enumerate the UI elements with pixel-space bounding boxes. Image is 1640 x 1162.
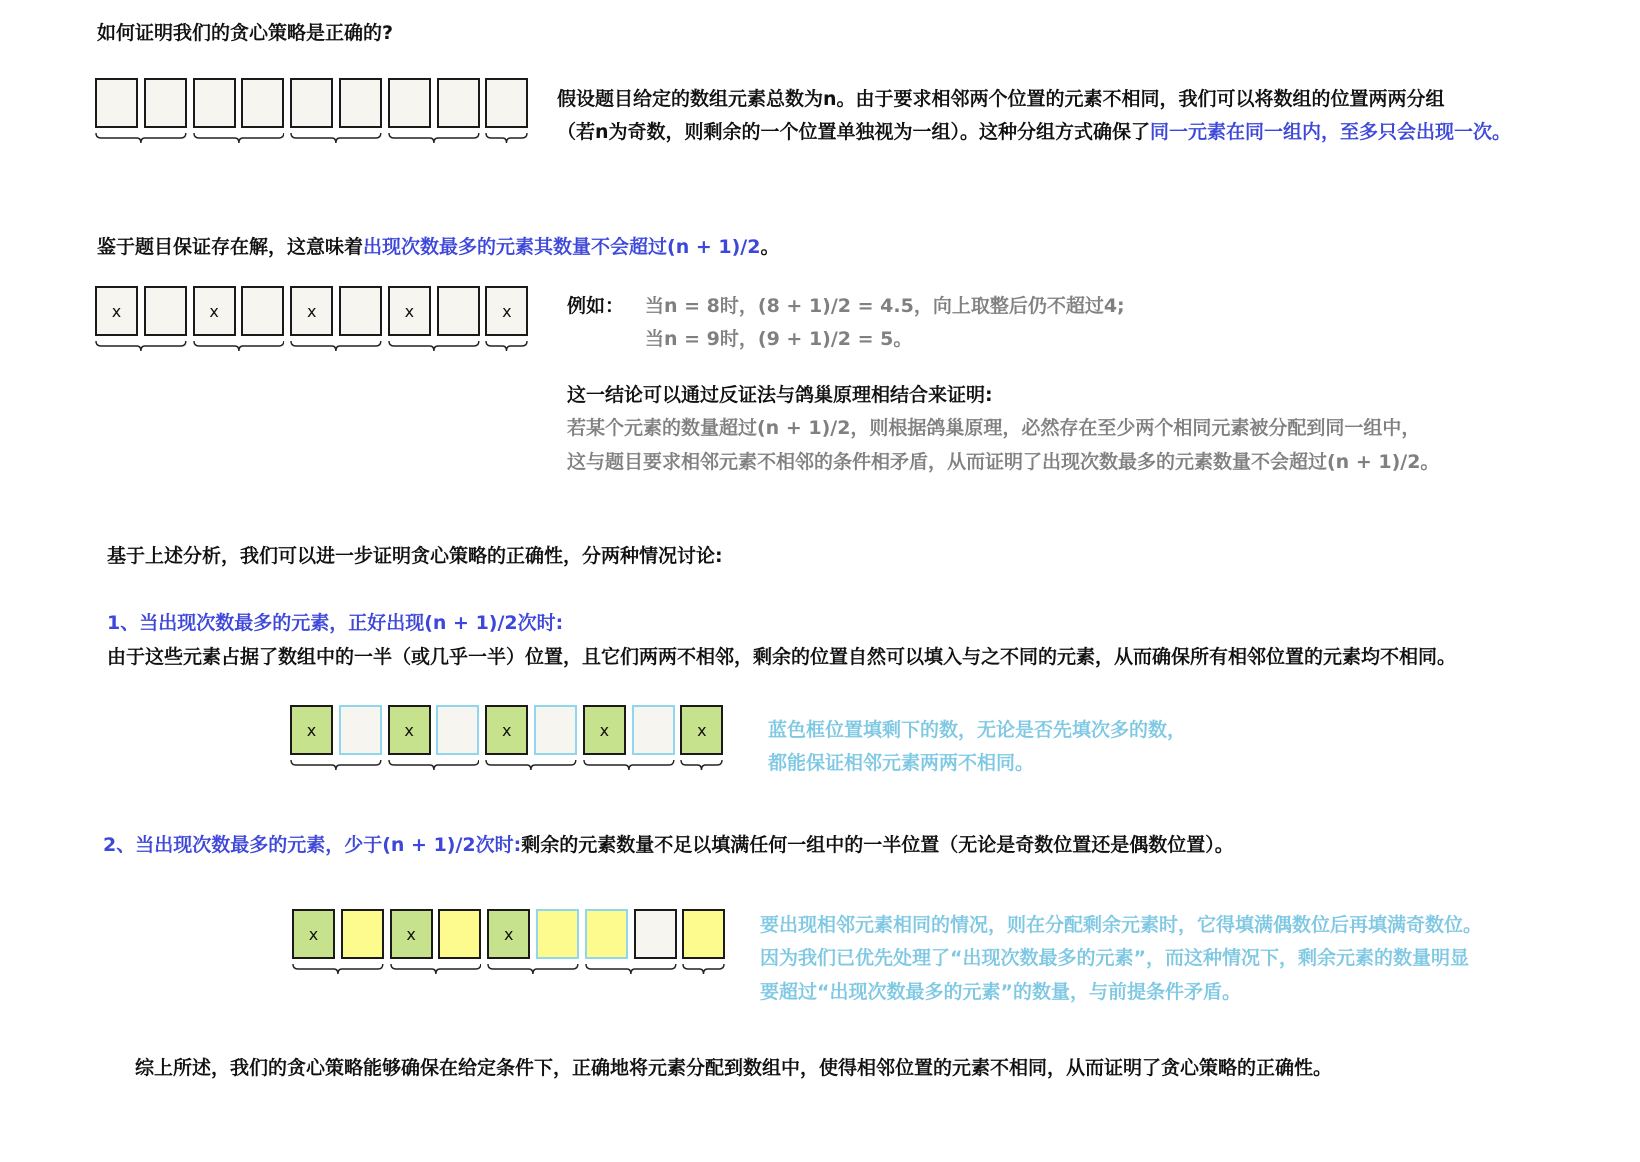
case1-note-2: 都能保证相邻元素两两不相同。 <box>768 752 1035 774</box>
group-brace-path <box>488 964 578 974</box>
group-brace <box>193 132 285 146</box>
group-brace-path <box>291 133 381 143</box>
array-cell: x <box>388 705 431 755</box>
group-brace-path <box>389 760 479 770</box>
group-brace-path <box>291 760 381 770</box>
array-cell <box>95 78 138 128</box>
group-brace <box>290 340 382 354</box>
array-cell <box>632 705 675 755</box>
group-brace <box>388 759 480 773</box>
group-brace-path <box>291 341 381 351</box>
array-cell <box>436 705 479 755</box>
case2-line <box>103 834 1234 856</box>
array-cell <box>241 286 284 336</box>
case2-body: 剩余的元素数量不足以填满任何一组中的一半位置（无论是奇数位置还是偶数位置）。 <box>521 834 1234 856</box>
case1-body: 由于这些元素占据了数组中的一半（或几乎一半）位置，且它们两两不相邻，剩余的位置自然可以填入与之不同的元素，从而确保所有相邻位置的元素均不相同。 <box>107 646 1457 668</box>
group-brace-path <box>391 964 481 974</box>
case1-note-1: 蓝色框位置填剩下的数，无论是否先填次多的数， <box>768 719 1187 741</box>
group-brace-path <box>96 341 186 351</box>
claim-highlight: 出现次数最多的元素其数量不会超过(n + 1)/2 <box>363 236 761 258</box>
group-brace <box>95 132 187 146</box>
group-brace <box>388 340 480 354</box>
proof-line-2: 这与题目要求相邻元素不相邻的条件相矛盾，从而证明了出现次数最多的元素数量不会超过(n + 1)/2。 <box>567 451 1440 473</box>
example-label: 例如： <box>567 295 625 317</box>
group-brace <box>390 963 482 977</box>
case1-heading: 1、当出现次数最多的元素，正好出现(n + 1)/2次时: <box>107 612 564 634</box>
case2-note-1: 要出现相邻元素相同的情况，则在分配剩余元素时，它得填满偶数位后再填满奇数位。 <box>760 914 1483 936</box>
array-cell <box>437 78 480 128</box>
group-brace-path <box>194 133 284 143</box>
array-cell <box>341 909 384 959</box>
array-cell: x <box>485 286 528 336</box>
array-cell: x <box>390 909 433 959</box>
claim-line <box>97 236 779 258</box>
array-cell <box>585 909 628 959</box>
array-cell: x <box>487 909 530 959</box>
array-cell <box>339 286 382 336</box>
group-brace-path <box>486 341 527 351</box>
array-cell <box>144 286 187 336</box>
array-cell: x <box>290 705 333 755</box>
array-cell <box>485 78 528 128</box>
array-cell <box>388 78 431 128</box>
group-brace-path <box>683 964 724 974</box>
array-cell: x <box>388 286 431 336</box>
group-brace <box>292 963 384 977</box>
page-title: 如何证明我们的贪心策略是正确的? <box>97 22 394 44</box>
array-cell <box>290 78 333 128</box>
array-cell <box>634 909 677 959</box>
group-brace-path <box>194 341 284 351</box>
group-brace-path <box>293 964 383 974</box>
group-brace-path <box>486 133 527 143</box>
array-cell: x <box>193 286 236 336</box>
array-cell <box>241 78 284 128</box>
array-cell <box>144 78 187 128</box>
group-brace-path <box>681 760 722 770</box>
case2-note-3: 要超过“出现次数最多的元素”的数量，与前提条件矛盾。 <box>760 981 1241 1003</box>
group-brace-path <box>584 760 674 770</box>
analysis-intro: 基于上述分析，我们可以进一步证明贪心策略的正确性，分两种情况讨论: <box>107 545 723 567</box>
group-brace <box>193 340 285 354</box>
group-brace <box>585 963 677 977</box>
group-brace <box>290 132 382 146</box>
proof-line-1: 若某个元素的数量超过(n + 1)/2，则根据鸽巢原理，必然存在至少两个相同元素被分配到同一组中， <box>567 417 1421 439</box>
intro-line-2-plain: （若n为奇数，则剩余的一个位置单独视为一组）。这种分组方式确保了 <box>557 121 1151 143</box>
group-brace <box>485 340 528 354</box>
group-brace <box>682 963 725 977</box>
array-cell <box>682 909 725 959</box>
group-brace-path <box>389 133 479 143</box>
intro-line-2-highlight: 同一元素在同一组内，至多只会出现一次。 <box>1150 121 1512 143</box>
intro-line-2 <box>557 121 1511 143</box>
group-brace-path <box>96 133 186 143</box>
intro-line-1: 假设题目给定的数组元素总数为n。由于要求相邻两个位置的元素不相同，我们可以将数组的位置两两分组 <box>557 88 1445 110</box>
conclusion: 综上所述，我们的贪心策略能够确保在给定条件下，正确地将元素分配到数组中，使得相邻位置的元素不相同，从而证明了贪心策略的正确性。 <box>135 1057 1333 1079</box>
group-brace <box>583 759 675 773</box>
array-cell <box>339 78 382 128</box>
group-brace-path <box>486 760 576 770</box>
claim-prefix: 鉴于题目保证存在解，这意味着 <box>97 236 364 258</box>
array-cell: x <box>292 909 335 959</box>
proof-heading: 这一结论可以通过反证法与鸽巢原理相结合来证明: <box>567 384 993 406</box>
group-brace <box>95 340 187 354</box>
array-cell <box>534 705 577 755</box>
claim-suffix: 。 <box>760 236 780 258</box>
array-cell <box>536 909 579 959</box>
array-cell <box>437 286 480 336</box>
array-cell <box>193 78 236 128</box>
array-cell: x <box>290 286 333 336</box>
group-brace <box>485 132 528 146</box>
example-line-1: 当n = 8时，(8 + 1)/2 = 4.5，向上取整后仍不超过4; <box>645 295 1125 317</box>
group-brace <box>680 759 723 773</box>
group-brace <box>388 132 480 146</box>
group-brace-path <box>586 964 676 974</box>
array-cell: x <box>680 705 723 755</box>
group-brace <box>487 963 579 977</box>
case2-heading: 2、当出现次数最多的元素，少于(n + 1)/2次时: <box>103 834 522 856</box>
array-cell: x <box>485 705 528 755</box>
group-brace-path <box>389 341 479 351</box>
group-brace <box>290 759 382 773</box>
array-cell: x <box>95 286 138 336</box>
example-line-2: 当n = 9时，(9 + 1)/2 = 5。 <box>645 328 913 350</box>
array-cell <box>438 909 481 959</box>
group-brace <box>485 759 577 773</box>
array-cell: x <box>583 705 626 755</box>
case2-note-2: 因为我们已优先处理了“出现次数最多的元素”，而这种情况下，剩余元素的数量明显 <box>760 947 1469 969</box>
array-cell <box>339 705 382 755</box>
